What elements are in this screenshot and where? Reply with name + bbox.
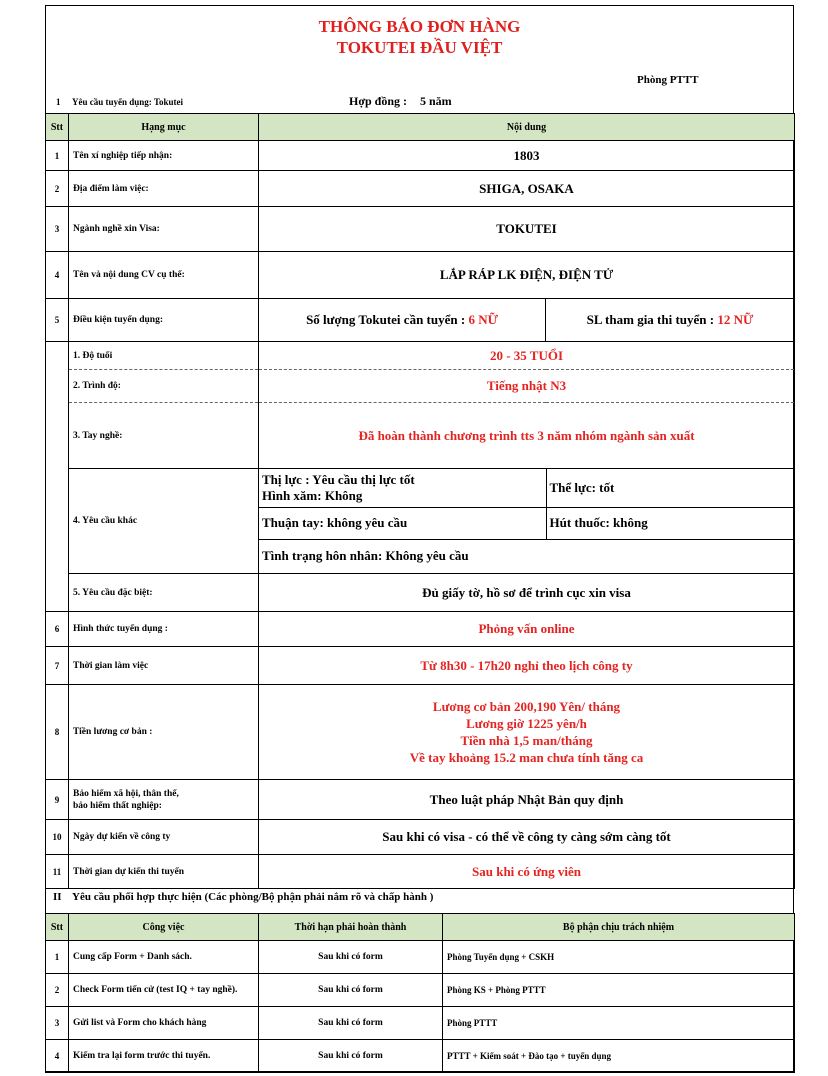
table-row (46, 574, 795, 612)
exam-cell (546, 299, 795, 342)
age-value: 20 - 35 TUỔI (259, 342, 795, 370)
header-stt: Stt (46, 114, 69, 141)
row-label: Địa điểm làm việc: (69, 171, 259, 207)
table-row (46, 1040, 795, 1073)
deadline-cell: Sau khi có form (259, 1007, 443, 1040)
table-row (46, 207, 795, 252)
salary-line: Lương giờ 1225 yên/h (466, 716, 587, 731)
exam-value: 12 NỮ (717, 312, 754, 327)
eyesight-text: Thị lực : Yêu cầu thị lực tốt (262, 471, 415, 487)
sub-stt-empty (46, 342, 69, 612)
row-stt: 2 (46, 974, 69, 1007)
deadline-cell: Sau khi có form (259, 1040, 443, 1073)
table-row (46, 974, 795, 1007)
row-label: Tiền lương cơ bản : (69, 685, 259, 780)
row-value: Sau khi có ứng viên (259, 855, 795, 889)
row-stt: 8 (46, 685, 69, 780)
section2-title: Yêu cầu phối hợp thực hiện (Các phòng/Bộ phận phải nắm rõ và chấp hành ) (72, 891, 434, 903)
table-row (46, 647, 795, 685)
exam-label: SL tham gia thi tuyển : (586, 312, 715, 327)
owner-cell: PTTT + Kiểm soát + Đào tạo + tuyển dụng (443, 1040, 795, 1073)
smoking-text: Hút thuốc: không (546, 507, 795, 539)
row-stt: 6 (46, 612, 69, 647)
table-row (46, 612, 795, 647)
header-deadline: Thời hạn phải hoàn thành (259, 914, 443, 941)
section2-number: II (53, 891, 62, 903)
row-stt: 7 (46, 647, 69, 685)
other-requirements-grid (259, 469, 795, 573)
other-requirements-cell (259, 469, 795, 574)
deadline-cell: Sau khi có form (259, 974, 443, 1007)
row-label: Thời gian dự kiến thi tuyển (69, 855, 259, 889)
salary-line: Tiền nhà 1,5 man/tháng (460, 733, 593, 748)
table-row (46, 469, 795, 574)
special-value: Đủ giấy tờ, hồ sơ để trình cục xin visa (259, 574, 795, 612)
owner-cell: Phòng PTTT (443, 1007, 795, 1040)
row-stt: 3 (46, 1007, 69, 1040)
header-category: Hạng mục (69, 114, 259, 141)
row-label: Điều kiện tuyển dụng: (69, 299, 259, 342)
salary-cell (259, 685, 795, 780)
row-value: TOKUTEI (259, 207, 795, 252)
row-label: Ngành nghề xin Visa: (69, 207, 259, 252)
header-stt: Stt (46, 914, 69, 941)
row-stt: 3 (46, 207, 69, 252)
contract-label: Hợp đồng : (349, 94, 407, 108)
title-line2: TOKUTEI ĐẦU VIỆT (336, 38, 503, 57)
row-stt: 9 (46, 780, 69, 820)
quantity-value: 6 NỮ (468, 312, 498, 327)
level-value: Tiếng nhật N3 (259, 370, 795, 403)
skill-label: 3. Tay nghề: (69, 403, 259, 469)
section1-number: 1 (56, 97, 61, 107)
table-row (46, 171, 795, 207)
table-header-row (46, 114, 795, 141)
row-label: Ngày dự kiến về công ty (69, 820, 259, 855)
insurance-label-line: Bảo hiểm xã hội, thân thể, (73, 788, 179, 799)
row-stt: 11 (46, 855, 69, 889)
age-label: 1. Độ tuổi (69, 342, 259, 370)
row-stt: 4 (46, 252, 69, 299)
title-line1: THÔNG BÁO ĐƠN HÀNG (318, 17, 521, 36)
task-cell: Check Form tiến cử (test IQ + tay nghề). (69, 974, 259, 1007)
coordination-table (45, 913, 795, 1073)
table-row (46, 342, 795, 370)
other-label: 4. Yêu cầu khác (69, 469, 259, 574)
row-label (69, 780, 259, 820)
row-label: Tên và nội dung CV cụ thể: (69, 252, 259, 299)
row-stt: 5 (46, 299, 69, 342)
task-cell: Cung cấp Form + Danh sách. (69, 941, 259, 974)
owner-cell: Phòng Tuyển dụng + CSKH (443, 941, 795, 974)
table-row (46, 941, 795, 974)
requirements-table (45, 113, 795, 889)
table-row (46, 252, 795, 299)
tattoo-text: Hình xăm: Không (262, 487, 363, 503)
handedness-text: Thuận tay: không yêu cầu (259, 507, 546, 539)
row-stt: 1 (46, 941, 69, 974)
row-label: Thời gian làm việc (69, 647, 259, 685)
table-header-row (46, 914, 795, 941)
insurance-label-line: bảo hiểm thất nghiệp: (73, 800, 162, 811)
salary-line: Về tay khoảng 15.2 man chưa tính tăng ca (409, 750, 644, 765)
skill-value: Đã hoàn thành chương trình tts 3 năm nhóm ngành sản xuất (259, 403, 795, 469)
header-owner: Bộ phận chịu trách nhiệm (443, 914, 795, 941)
salary-line: Lương cơ bản 200,190 Yên/ tháng (432, 699, 621, 714)
row-label: Hình thức tuyển dụng : (69, 612, 259, 647)
table-row (46, 780, 795, 820)
row-stt: 1 (46, 141, 69, 171)
row-value: Phỏng vấn online (259, 612, 795, 647)
row-value: 1803 (259, 141, 795, 171)
row-value: Từ 8h30 - 17h20 nghỉ theo lịch công ty (259, 647, 795, 685)
fitness-text: Thể lực: tốt (546, 469, 795, 507)
level-label: 2. Trình độ: (69, 370, 259, 403)
table-row (46, 1007, 795, 1040)
table-row (46, 685, 795, 780)
row-value: SHIGA, OSAKA (259, 171, 795, 207)
table-row (46, 403, 795, 469)
header-task: Công việc (69, 914, 259, 941)
row-stt: 10 (46, 820, 69, 855)
row-stt: 2 (46, 171, 69, 207)
row-value: LẮP RÁP LK ĐIỆN, ĐIỆN TỬ (259, 252, 795, 299)
table-row (46, 299, 795, 342)
department-label: Phòng PTTT (637, 74, 699, 86)
eyesight-tattoo-cell (259, 469, 546, 507)
contract-value: 5 năm (420, 94, 452, 108)
quantity-label: Số lượng Tokutei cần tuyển : (306, 312, 466, 327)
row-value: Theo luật pháp Nhật Bản quy định (259, 780, 795, 820)
table-row (46, 820, 795, 855)
deadline-cell: Sau khi có form (259, 941, 443, 974)
section1-label: Yêu cầu tuyển dụng: Tokutei (72, 97, 184, 107)
owner-cell: Phòng KS + Phòng PTTT (443, 974, 795, 1007)
header (45, 5, 794, 113)
row-stt: 4 (46, 1040, 69, 1073)
header-content: Nội dung (259, 114, 795, 141)
row-label: Tên xí nghiệp tiếp nhận: (69, 141, 259, 171)
task-cell: Kiểm tra lại form trước thi tuyển. (69, 1040, 259, 1073)
section2-header (45, 883, 794, 913)
quantity-cell (259, 299, 546, 342)
special-label: 5. Yêu cầu đặc biệt: (69, 574, 259, 612)
task-cell: Gửi list và Form cho khách hàng (69, 1007, 259, 1040)
marital-status-text: Tình trạng hôn nhân: Không yêu cầu (259, 539, 795, 573)
table-row (46, 370, 795, 403)
table-row (46, 141, 795, 171)
row-value: Sau khi có visa - có thể về công ty càng sớm càng tốt (259, 820, 795, 855)
